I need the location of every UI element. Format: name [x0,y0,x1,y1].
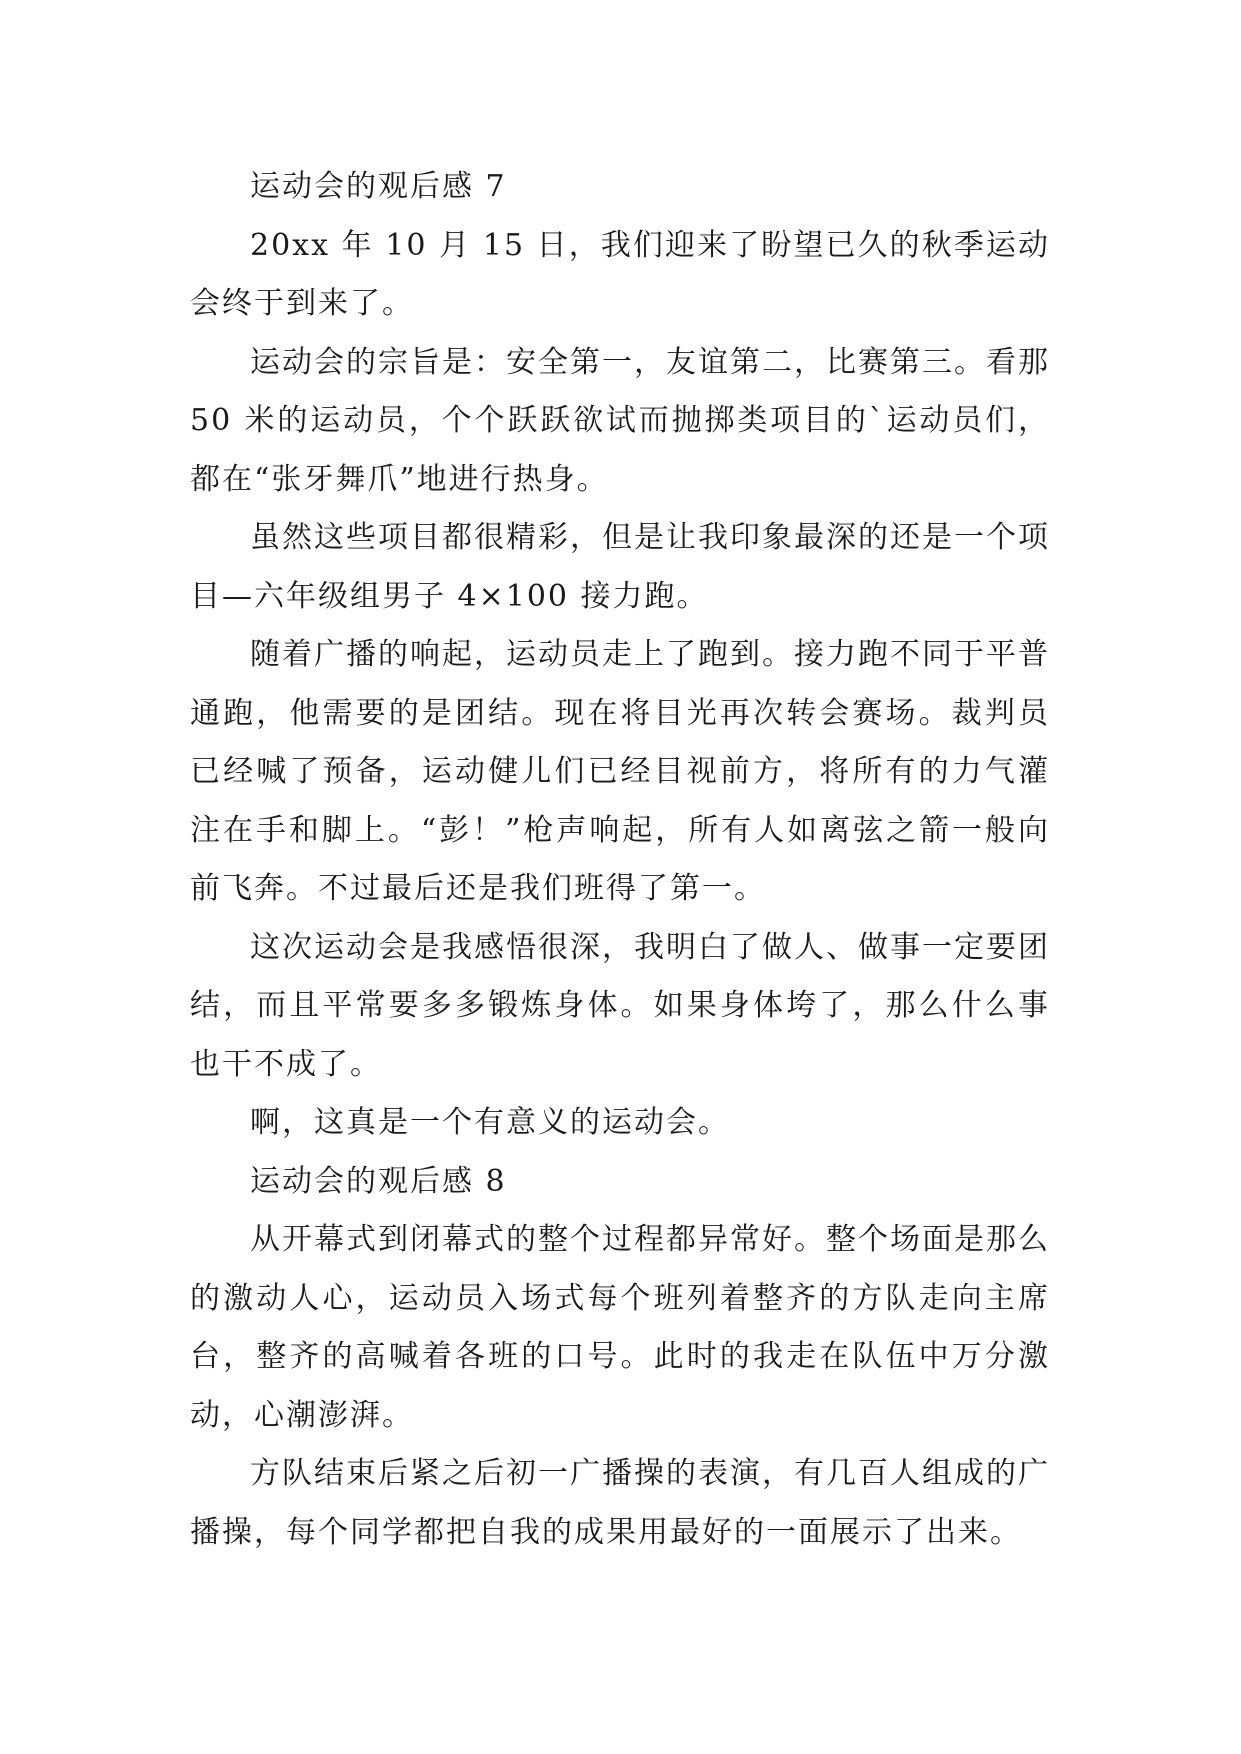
section-7-paragraph-1: 20xx 年 10 月 15 日，我们迎来了盼望已久的秋季运动会终于到来了。 [190,227,1050,321]
document-page [190,158,1050,1562]
section-7-paragraph-4: 随着广播的响起，运动员走上了跑到。接力跑不同于平普通跑，他需要的是团结。现在将目光再次转会赛场。裁判员已经喊了预备，运动健儿们已经目视前方，将所有的力气灌注在手和脚上。“彭！”枪声响起，所有人如离弦之箭一般向前飞奔。不过最后还是我们班得了第一。 [190,637,1050,906]
section-7-paragraph-2: 运动会的宗旨是：安全第一，友谊第二，比赛第三。看那 50 米的运动员，个个跃跃欲试而抛掷类项目的`运动员们，都在“张牙舞爪”地进行热身。 [190,344,1050,497]
section-8-paragraph-1: 从开幕式到闭幕式的整个过程都异常好。整个场面是那么的激动人心，运动员入场式每个班列着整齐的方队走向主席台，整齐的高喊着各班的口号。此时的我走在队伍中万分激动，心潮澎湃。 [190,1222,1050,1433]
section-8-paragraph-2: 方队结束后紧之后初一广播操的表演，有几百人组成的广播操，每个同学都把自我的成果用最好的一面展示了出来。 [190,1456,1050,1550]
section-7-paragraph-5: 这次运动会是我感悟很深，我明白了做人、做事一定要团结，而且平常要多多锻炼身体。如果身体垮了，那么什么事也干不成了。 [190,929,1050,1082]
section-7-paragraph-3: 虽然这些项目都很精彩，但是让我印象最深的还是一个项目—六年级组男子 4×100 接力跑。 [190,520,1050,614]
section-7-heading: 运动会的观后感 7 [250,169,507,204]
section-7-paragraph-6: 啊，这真是一个有意义的运动会。 [250,1105,730,1140]
section-8-heading: 运动会的观后感 8 [250,1163,507,1199]
